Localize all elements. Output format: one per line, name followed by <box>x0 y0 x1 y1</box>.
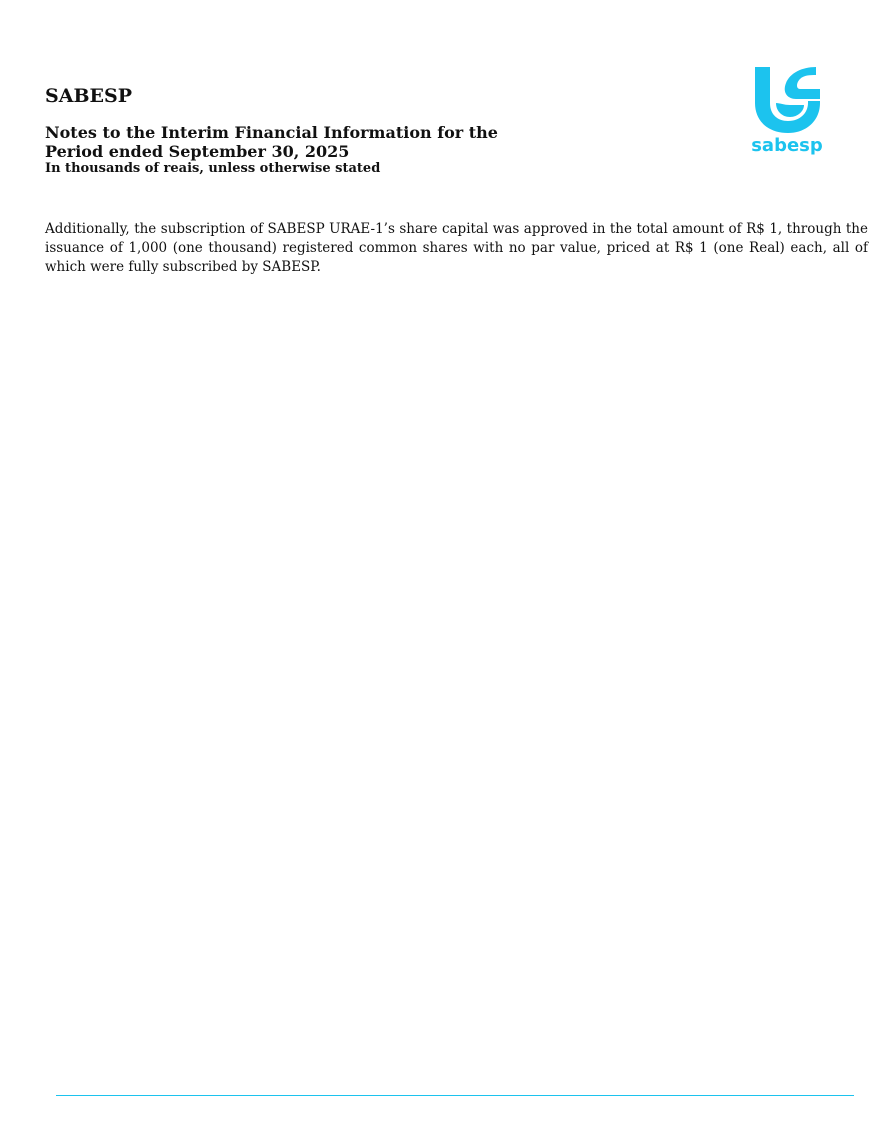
sabesp-logo-icon <box>750 63 824 133</box>
body-paragraph: Additionally, the subscription of SABESP URAE-1’s share capital was approved in the total amount of R$ 1, through the issuance of 1,000 (one thousand) registered common shares with no par value, priced at R$ 1 (one Real) each, all of which were fully subscribed by SABESP. <box>45 221 868 275</box>
sabesp-logo-text: sabesp <box>751 135 823 156</box>
company-name: SABESP <box>45 85 133 107</box>
sabesp-logo <box>750 63 824 159</box>
notes-title-line-1: Notes to the Interim Financial Information for the <box>45 123 498 142</box>
notes-title <box>45 123 565 161</box>
currency-note: In thousands of reais, unless otherwise stated <box>45 161 381 176</box>
footer-rule <box>56 1095 854 1096</box>
notes-title-line-2: Period ended September 30, 2025 <box>45 142 350 161</box>
